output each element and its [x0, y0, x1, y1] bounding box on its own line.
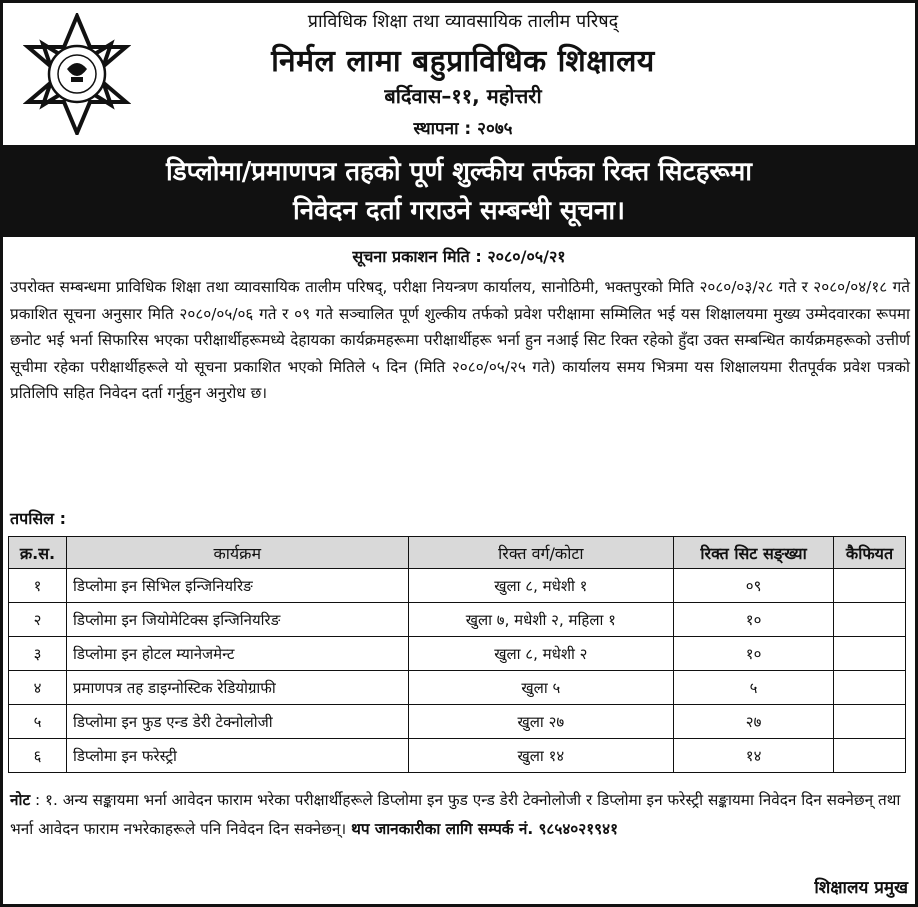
- notice-title-line1: डिप्लोमा/प्रमाणपत्र तहको पूर्ण शुल्कीय तर्फका रिक्त सिटहरूमा: [165, 157, 753, 187]
- table-row: [9, 671, 906, 705]
- header: [3, 3, 915, 145]
- cell-sn: ५: [9, 705, 67, 739]
- notice-title-band: [3, 145, 915, 237]
- cell-seat-count: १४: [674, 739, 834, 773]
- cell-remarks: [833, 569, 905, 603]
- cell-program: डिप्लोमा इन फरेस्ट्री: [66, 739, 408, 773]
- cell-sn: ४: [9, 671, 67, 705]
- table-row: [9, 637, 906, 671]
- contact-number: थप जानकारीका लागि सम्पर्क नं. ९८५४०२१९४१: [351, 820, 619, 838]
- table-row: [9, 705, 906, 739]
- col-header-remarks: कैफियत: [833, 537, 905, 569]
- cell-sn: २: [9, 603, 67, 637]
- table-header-row: [9, 537, 906, 569]
- table-row: [9, 603, 906, 637]
- publish-date: सूचना प्रकाशन मिति : २०८०/०५/२१: [352, 247, 566, 266]
- cell-seat-count: ५: [674, 671, 834, 705]
- col-header-sn: क्र.स.: [9, 537, 67, 569]
- vacant-seats-table: [8, 536, 906, 773]
- school-address: बर्दिवास–११, महोत्तरी: [384, 84, 542, 108]
- cell-remarks: [833, 705, 905, 739]
- cell-quota: खुला २७: [408, 705, 674, 739]
- established-year: स्थापना : २०७५: [413, 119, 513, 139]
- notice-body: उपरोक्त सम्बन्धमा प्राविधिक शिक्षा तथा व्यावसायिक तालीम परिषद्, परीक्षा नियन्त्रण कार्यालय, सानोठिमी, भक्तपुरको मिति २०८०/०३/२८ गते र २०८०/०४/१८ गते प्रकाशित सूचना अनुसार मिति २०८०/०५/०६ गते र ०९ गते सञ्चालित पूर्ण शुल्कीय तर्फको प्रवेश परीक्षामा सम्मिलित भई यस शिक्षालयमा मुख्य उम्मेदवारका रूपमा छनोट भई भर्ना सिफारिस भएका परीक्षार्थीहरूमध्ये देहायका कार्यक्रमहरूमा परीक्षार्थीहरू भर्ना हुन नआई सिट रिक्त रहेको हुँदा उक्त सम्बन्धित कार्यक्रमहरूको उत्तीर्ण सूचीमा रहेका परीक्षार्थीहरूले यो सूचना प्रकाशित भएको मितिले ५ दिन (मिति २०८०/०५/२५ गते) कार्यालय समय भित्रमा यस शिक्षालयमा रीतपूर्वक प्रवेश पत्रको प्रतिलिपि सहित निवेदन दर्ता गर्नुहुन अनुरोध छ।: [10, 278, 910, 403]
- cell-seat-count: २७: [674, 705, 834, 739]
- note-text: : १. अन्य सङ्कायमा भर्ना आवेदन फाराम भरेका परीक्षार्थीहरूले डिप्लोमा इन फुड एन्ड डेरी टेक्नोलोजी र डिप्लोमा इन फरेस्ट्री सङ्कायमा निवेदन दिन सक्नेछन् तथा भर्ना आवेदन फाराम नभरेकाहरूले पनि निवेदन दिन सक्नेछन्।: [10, 791, 901, 838]
- cell-sn: ६: [9, 739, 67, 773]
- signature-title: शिक्षालय प्रमुख: [814, 878, 908, 898]
- details-label: तपसिल :: [10, 509, 66, 528]
- cell-seat-count: १०: [674, 637, 834, 671]
- cell-program: प्रमाणपत्र तह डाइग्नोस्टिक रेडियोग्राफी: [66, 671, 408, 705]
- cell-quota: खुला ७, मधेशी २, महिला १: [408, 603, 674, 637]
- cell-quota: खुला ८, मधेशी १: [408, 569, 674, 603]
- notice-title-line2: निवेदन दर्ता गराउने सम्बन्धी सूचना।: [292, 196, 625, 226]
- cell-sn: ३: [9, 637, 67, 671]
- col-header-program: कार्यक्रम: [66, 537, 408, 569]
- cell-remarks: [833, 603, 905, 637]
- col-header-seat-count: रिक्त सिट सङ्ख्या: [674, 537, 834, 569]
- cell-quota: खुला ५: [408, 671, 674, 705]
- table-row: [9, 739, 906, 773]
- cell-seat-count: ०९: [674, 569, 834, 603]
- cell-remarks: [833, 739, 905, 773]
- cell-sn: १: [9, 569, 67, 603]
- table-row: [9, 569, 906, 603]
- cell-program: डिप्लोमा इन सिभिल इन्जिनियरिङ: [66, 569, 408, 603]
- note-label: नोट: [10, 791, 31, 809]
- school-name: निर्मल लामा बहुप्राविधिक शिक्षालय: [271, 44, 655, 79]
- cell-quota: खुला १४: [408, 739, 674, 773]
- ctevt-emblem-logo: [23, 13, 131, 135]
- cell-remarks: [833, 637, 905, 671]
- cell-seat-count: १०: [674, 603, 834, 637]
- council-name: प्राविधिक शिक्षा तथा व्यावसायिक तालीम परिषद्: [307, 11, 619, 32]
- cell-quota: खुला ८, मधेशी २: [408, 637, 674, 671]
- note-section: [10, 786, 910, 844]
- cell-program: डिप्लोमा इन फुड एन्ड डेरी टेक्नोलोजी: [66, 705, 408, 739]
- cell-remarks: [833, 671, 905, 705]
- cell-program: डिप्लोमा इन होटल म्यानेजमेन्ट: [66, 637, 408, 671]
- col-header-quota: रिक्त वर्ग/कोटा: [408, 537, 674, 569]
- cell-program: डिप्लोमा इन जियोमेटिक्स इन्जिनियरिङ: [66, 603, 408, 637]
